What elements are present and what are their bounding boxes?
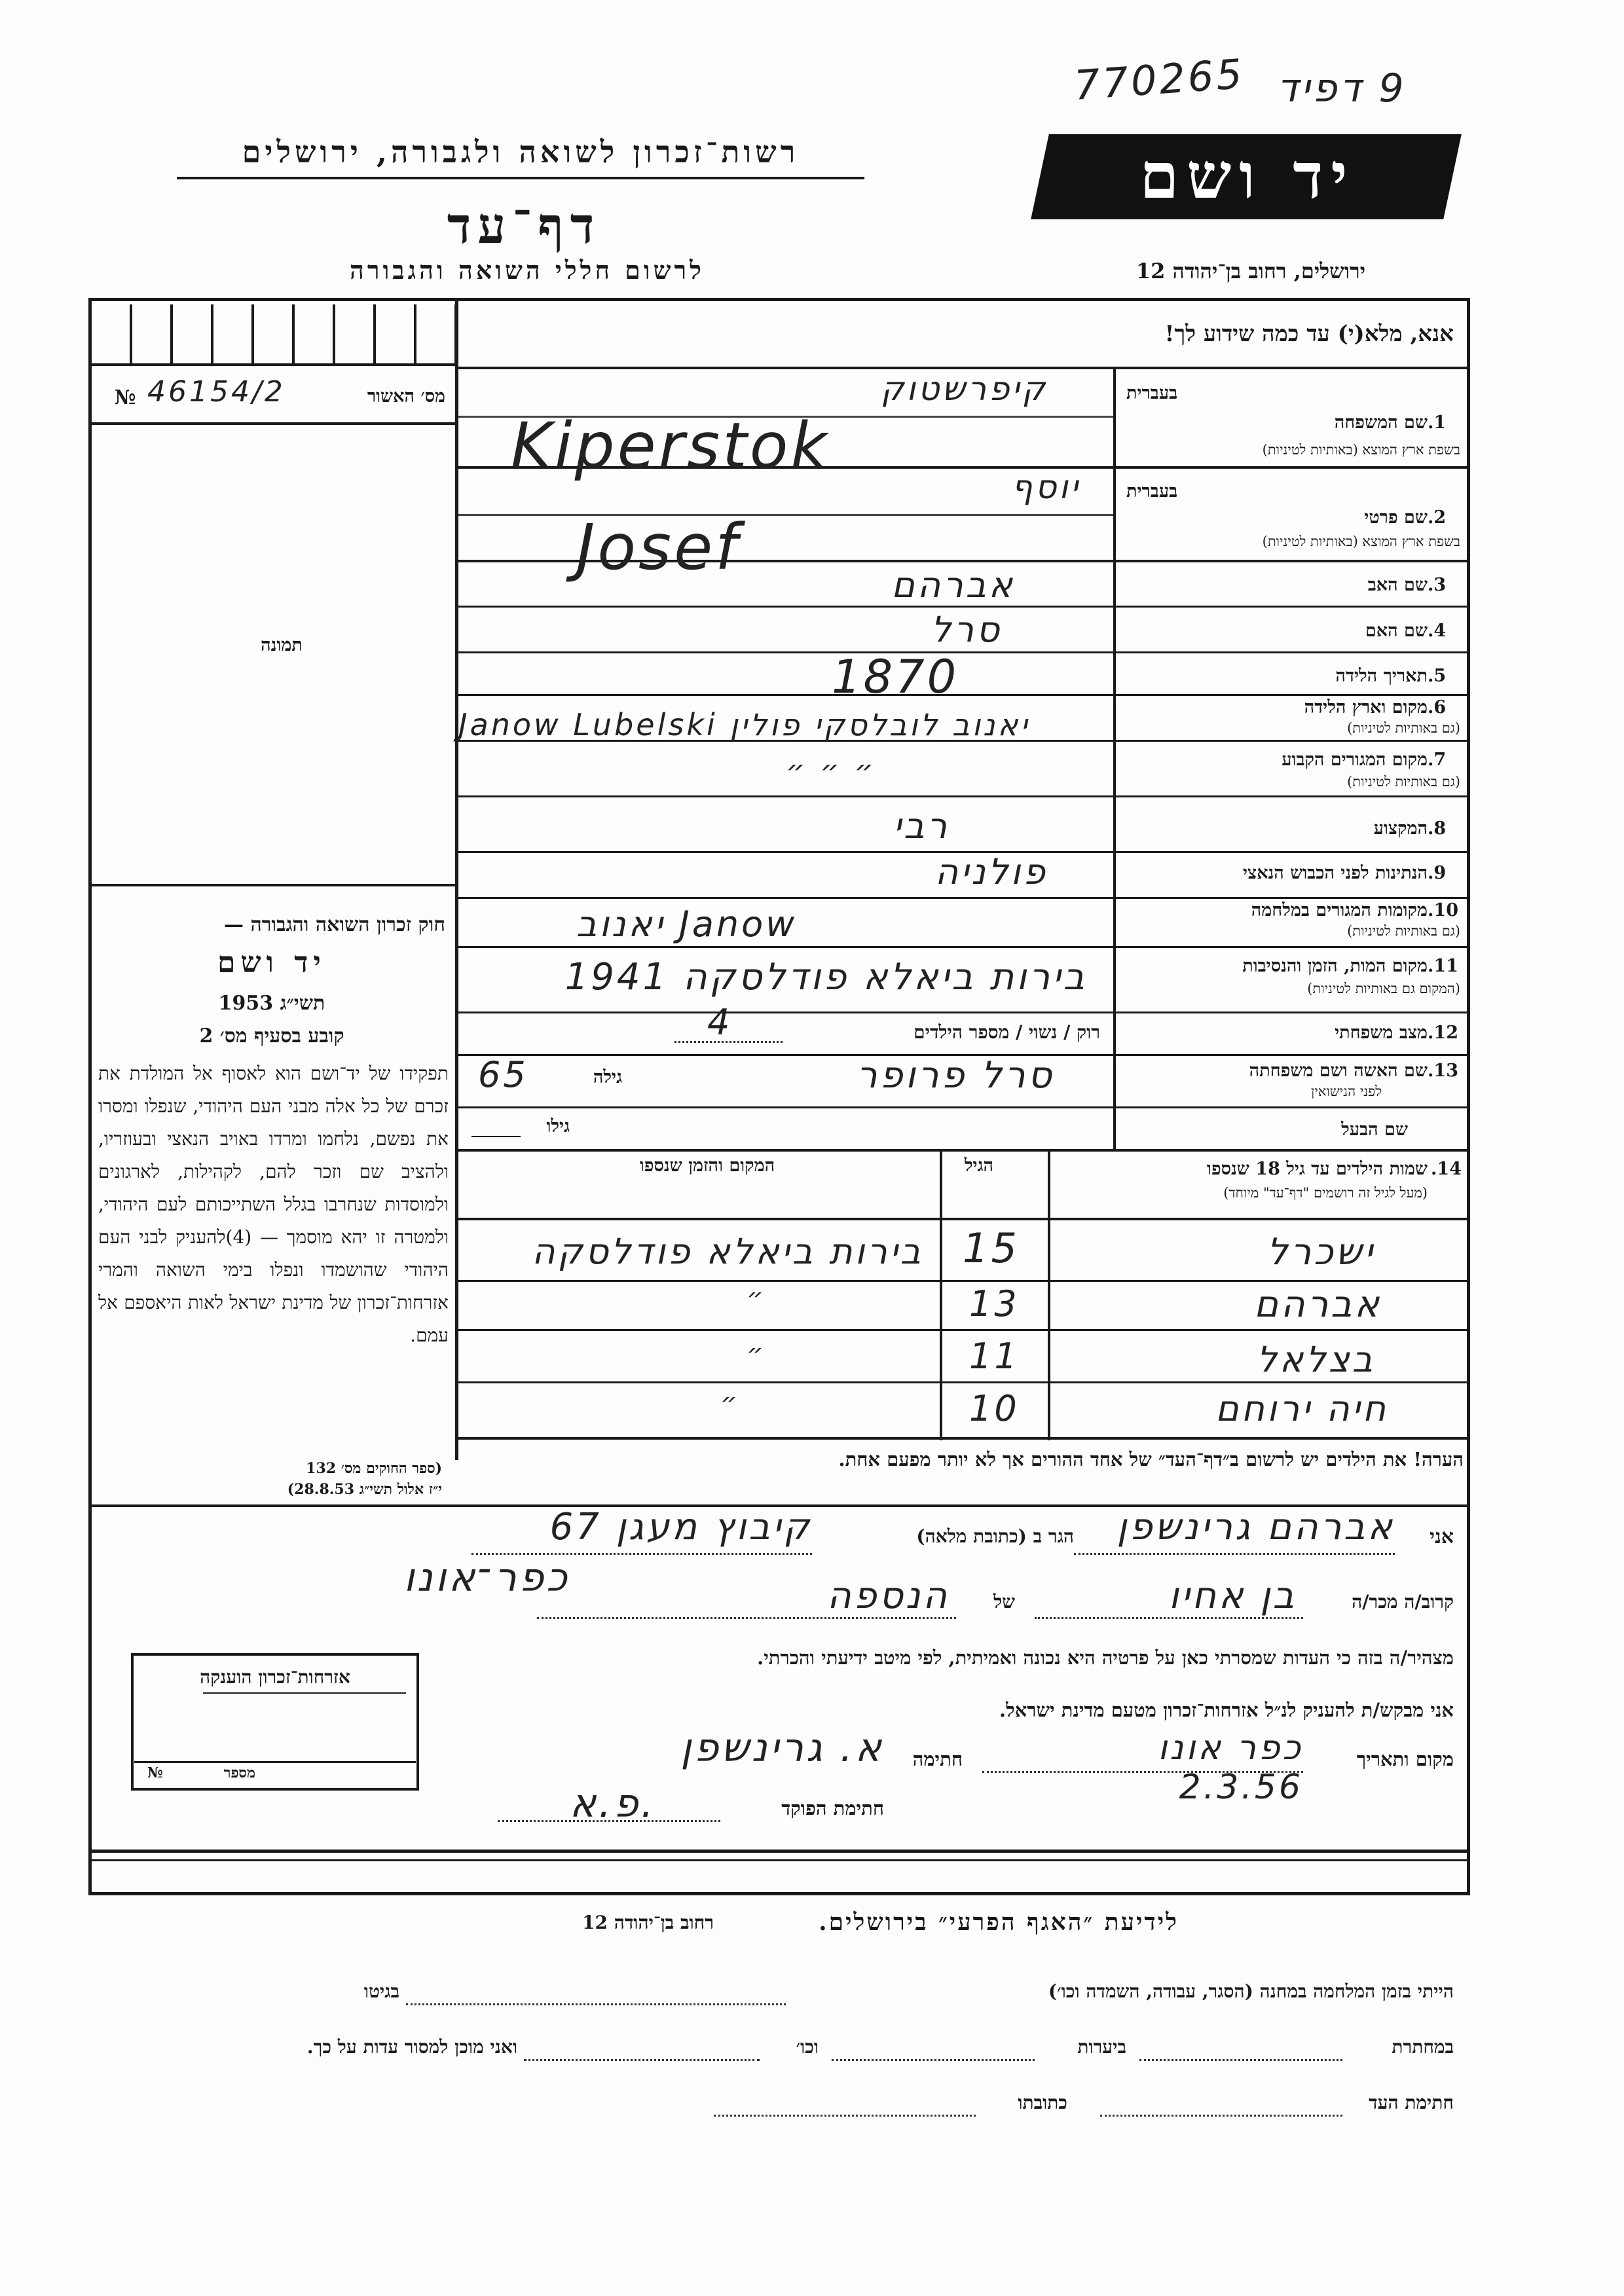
husband-age-label: גילו [546,1116,570,1137]
footer-address: רחוב בן־יהודה 12 [582,1912,714,1933]
form-subtitle: לרשום חללי השואה והגבורה [350,255,705,285]
row-line-9 [458,897,1470,899]
decl-signature: חתימה [912,1748,963,1770]
field-7-value: ״ ״ ״ [786,753,877,788]
field-7-num: 7. [1428,750,1447,770]
field-11-num: 11. [1428,956,1458,976]
husband-age-line [471,1136,521,1137]
decl-request: אני מבקש/ת להעניק לנ״ל אזרחות־זכרון מטעם מדינת ישראל. [999,1699,1454,1721]
children-sub: (מעל לגיל זה רושמים "דף־עד" מיוחד) [1223,1185,1428,1201]
row-line-13 [458,1106,1470,1108]
field-2-num: 2. [1428,507,1447,528]
tick-strip-bottom [92,363,455,366]
children-title: שמות הילדים עד גיל 18 שנספו [1207,1159,1428,1179]
logo-text: יד ושם [1139,139,1356,213]
field-10-value: יאנוב Janow [576,903,798,945]
field-9-value: פולניה [934,851,1048,892]
decl-place-date-dots [982,1771,1303,1773]
decl-address-2: כפר־אונו [403,1555,570,1601]
intro-text: אנא, מלא(י) עד כמה שידוע לך! [1164,321,1454,347]
photo-label: תמונה [261,635,303,655]
decl-place-date: מקום ותאריך [1356,1748,1454,1770]
label-column-divider [1113,367,1116,1149]
field-13-age: 65 [478,1054,528,1095]
children-col-divider-2 [940,1149,942,1440]
child-3-place: ״ [747,1339,766,1369]
footer-etc-dots [524,2059,760,2061]
field-11-label: מקום המות, הזמן והנסיבות [1242,956,1428,976]
decl-officer-dots [498,1820,720,1822]
field-2-value-he: יוסף [1011,468,1080,506]
field-12-status: רוק / נשוי / מספר הילדים [913,1021,1100,1043]
footer-camp-dots [406,2003,786,2005]
child-2-age: 13 [969,1283,1020,1324]
field-8-num: 8. [1428,818,1447,839]
field-6-num: 6. [1428,697,1447,718]
field-6-value: Janow Lubelski יאנוב לובלסקי פולין [458,707,1030,742]
form-title: דף־עד [447,196,601,255]
law-year: תשי״ג 1953 [218,992,325,1015]
footer-separator-1 [92,1850,1467,1853]
field-1-value-latin: Kiperstok [511,409,830,483]
child-1-place: בירות ביאלא פודלסקה [532,1231,923,1272]
decl-address: קיבוץ מעגן 67 [549,1506,812,1548]
husband-label: שם הבעל [1341,1120,1408,1140]
field-4-value: סרל [931,609,1002,650]
row-line-3 [458,606,1470,608]
decl-name-dots [1074,1553,1395,1555]
row-line-14 [458,1149,1470,1152]
row-line-11 [458,1011,1470,1013]
child-2-place: ״ [747,1283,766,1313]
decl-i-am: אני [1430,1525,1454,1548]
children-col-age: הגיל [964,1156,994,1176]
decl-officer-value: פ.א. [570,1781,656,1827]
intro-underline [458,367,1470,369]
row-line-2 [458,514,1113,516]
decl-place-date-value: כפר אונו 2.3.56 [1158,1728,1303,1807]
footer-line-3b: כתובתו [1018,2092,1067,2113]
decl-signature-value: א. גרינשפן [680,1725,884,1771]
child-4-age: 10 [969,1388,1020,1429]
field-8-value: רבי [893,805,950,847]
field-5-value: 1870 [832,650,959,704]
child-1-age: 15 [963,1224,1020,1272]
child-4-name: חיה ירוחם [1215,1388,1388,1429]
children-row-line-2 [458,1329,1470,1331]
row-line-5 [458,694,1470,696]
field-5-label: תאריך הלידה [1335,666,1428,686]
decl-relation: בן אחיו [1168,1575,1297,1617]
child-1-name: ישכרל [1266,1231,1375,1273]
footer-line-2a: במחתרת [1392,2036,1454,2058]
child-2-name: אברהם [1253,1283,1382,1326]
field-9-label: הנתינות לפני הכבוש הנאצי [1242,863,1428,883]
child-3-age: 11 [969,1336,1020,1377]
children-header-line [458,1218,1470,1220]
footer-underground-dots [1139,2059,1342,2061]
field-12-children: 4 [707,1002,733,1043]
field-5-num: 5. [1428,666,1447,686]
field-13-sub: לפני הנישואין [1311,1084,1382,1099]
citizenship-title-underline [203,1692,406,1694]
archive-mark: 9 דפיד [1277,65,1407,111]
field-6-sub: (גם באותיות לטיניות) [1347,720,1460,736]
footer-line-3a: חתימת העד [1369,2092,1454,2113]
field-10-sub: (גם באותיות לטיניות) [1347,923,1460,939]
archive-number: 770265 [1072,49,1246,110]
law-ref-1: (ספר החוקים מס׳ 132 [306,1460,442,1477]
field-1-value-he: קיפרשטוק [880,370,1048,408]
decl-relative: קרוב/ה מכר/ה [1352,1591,1454,1613]
law-ref-2: י״ז אלול תשי״ג 28.8.53) [287,1481,442,1498]
field-2-value-latin: Josef [576,511,740,584]
yad-vashem-address: ירושלים, רחוב בן־יהודה 12 [1135,259,1366,283]
footer-line-2d: ואני מוכן למסור עדות על כך. [306,2036,517,2058]
field-7-sub: (גם באותיות לטיניות) [1347,774,1460,790]
children-col-divider-1 [1048,1149,1050,1440]
law-title: חוק זכרון השואה והגבורה — [224,913,445,936]
child-4-place: ״ [720,1388,740,1418]
field-2-label: שם פרטי [1364,507,1428,528]
citizenship-title: אזרחות־זכרון הוענקה [200,1666,350,1688]
decl-of: של [993,1591,1015,1613]
approval-label: מס׳ האשור [367,386,445,407]
citizenship-number-line [134,1761,416,1763]
law-name: יד ושם [217,946,326,979]
field-4-num: 4. [1428,621,1447,641]
field-13-label: שם האשה ושם משפחתה [1249,1061,1428,1081]
footer-forest-dots [832,2059,1035,2061]
org-line: רשות־זכרון לשואה ולגבורה, ירושלים [242,134,800,170]
law-section: קובע בסעיף מס׳ 2 [199,1025,344,1048]
children-num: 14. [1431,1159,1462,1179]
footer-title: לידיעת ״האגף הפרעי״ בירושלים. [819,1908,1179,1936]
lang-hebrew-2: בעברית [1126,481,1178,501]
approval-prefix: № [115,386,136,409]
photo-bottom-line [92,884,455,886]
field-13-age-label: גילה [593,1067,622,1087]
law-text: תפקידו של יד־ושם הוא לאסוף אל המולדת את זכרם של כל אלה מבני העם היהודי, שנפלו ומסרו את נפשם, נלחמו ומרדו באויב הנאצי ובעוזריו, ולהציב שם וזכר להם, לקהילות, לארגונים ולמוסדות שנחרבו בגלל השתייכותם לעם היהודי, ולמטרה זו יהא מוסמך — (4)להעניק לבני העם היהודי שהושמדו ונפלו בימי השואה והמרי אזרחות־זכרון של מדינת ישראל לאות היאספם אל עמם. [98,1063,449,1346]
children-note: הערה! את הילדים יש לרשום ב״דף־העד״ של אחד ההורים אך לא יותר מפעם אחת. [838,1448,1464,1470]
field-13-value: סרל פרופר [857,1054,1054,1097]
lang-hebrew-1: בעברית [1126,383,1178,403]
decl-of-whom-dots [537,1617,956,1619]
field-10-label: מקומות המגורים במלחמה [1251,900,1428,920]
children-col-place: המקום והזמן שנספו [639,1156,775,1176]
approval-number: 46154/2 [147,375,286,409]
field-13-num: 13. [1428,1061,1458,1081]
decl-relation-dots [1035,1617,1303,1619]
row-line-7 [458,795,1470,797]
field-3-value: אברהם [891,564,1015,606]
left-column-divider [455,298,458,1460]
field-3-label: שם האב [1367,575,1428,595]
children-row-line-3 [458,1381,1470,1383]
field-2-sub: בשפת ארץ המוצא (באותיות לטיניות) [1262,534,1460,549]
footer-line-1a: הייתי בזמן המלחמה במחנה (הסגר, עבודה, השמדה וכו׳) [1048,1980,1454,2002]
field-12-num: 12. [1428,1023,1458,1043]
row-line-4 [458,651,1470,653]
field-3-num: 3. [1428,575,1447,595]
field-11-value: בירות ביאלא פודלסקה 1941 [564,956,1087,998]
footer-address-dots [714,2115,976,2117]
footer-witness-dots [1100,2115,1342,2117]
field-11-sub: (המקום גם באותיות לטיניות) [1307,981,1460,996]
citizenship-number: מספר [223,1764,255,1781]
children-row-line-1 [458,1280,1470,1282]
decl-name: אברהם גרינשפן [1116,1506,1395,1548]
footer-separator-2 [92,1859,1467,1861]
org-underline [177,177,864,179]
decl-declare: מצהיר/ה בזה כי העדות שמסרתי כאן על פרטיה היא נכונה ואמיתית, לפי מיטב ידיעתי והכרתי. [757,1647,1454,1669]
footer-line-1b: בגיטו [363,1980,399,2002]
field-1-sub: בשפת ארץ המוצא (באותיות לטיניות) [1262,442,1460,458]
decl-of-whom: הנספה [827,1575,950,1617]
decl-officer: חתימת הפוקד [781,1797,884,1819]
footer-line-2c: וכו׳ [796,2036,819,2058]
children-bottom-line [458,1437,1470,1440]
field-6-label: מקום וארץ הלידה [1304,697,1428,718]
field-7-label: מקום המגורים הקבוע [1282,750,1428,770]
field-1-num: 1. [1428,412,1447,433]
citizenship-no: № [147,1764,163,1781]
left-tick-strip [92,304,455,363]
approval-underline [92,422,455,425]
field-9-num: 9. [1428,863,1447,883]
decl-resides: הגר ב (כתובת מלאה) [916,1525,1074,1547]
footer-line-2b: ביערות [1077,2036,1126,2058]
field-12-label: מצב משפחתי [1335,1023,1428,1043]
field-8-label: המקצוע [1373,818,1428,839]
row-line-10 [458,946,1470,948]
field-4-label: שם האם [1365,621,1428,641]
field-10-num: 10. [1428,900,1458,920]
child-3-name: בצלאל [1257,1339,1375,1380]
field-1-label: שם המשפחה [1334,412,1428,433]
